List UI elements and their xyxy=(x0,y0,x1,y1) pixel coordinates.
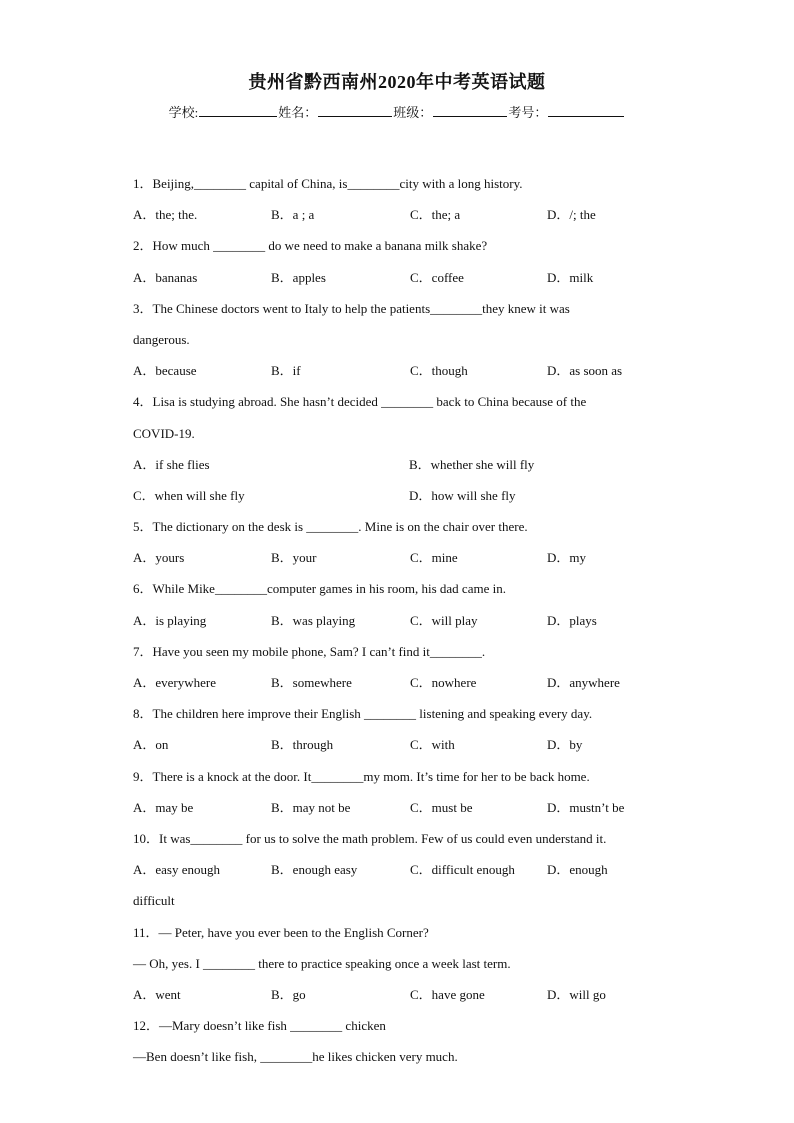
page-title: 贵州省黔西南州2020年中考英语试题 xyxy=(248,72,546,92)
question-3-stem: 3．The Chinese doctors went to Italy to help the patients________they knew it was xyxy=(133,300,570,316)
class-label: 班级： xyxy=(393,105,433,120)
question-4-stem-continued: COVID-19. xyxy=(133,425,195,441)
option-a: A．the; the. xyxy=(133,207,198,223)
question-10-options xyxy=(133,854,653,885)
option-c: C．must be xyxy=(410,799,473,815)
student-info-line xyxy=(0,102,794,121)
option-a: A．on xyxy=(133,737,169,753)
question-4-options-row-1 xyxy=(133,449,653,480)
question-4-stem: 4．Lisa is studying abroad. She hasn’t decided ________ back to China because of the xyxy=(133,394,587,410)
option-c: C．have gone xyxy=(410,986,485,1002)
option-c: C．with xyxy=(410,737,455,753)
option-b: B．through xyxy=(271,737,334,753)
question-5-options xyxy=(133,542,653,573)
school-label: 学校: xyxy=(168,105,199,120)
option-d: D．how will she fly xyxy=(409,487,516,503)
option-c: C．though xyxy=(410,363,468,379)
option-a: A．may be xyxy=(133,799,194,815)
option-b: B．whether she will fly xyxy=(409,456,535,472)
question-8-stem: 8．The children here improve their English ________ listening and speaking every day. xyxy=(133,706,593,722)
option-b: B．enough easy xyxy=(271,862,358,878)
option-c: C．difficult enough xyxy=(410,862,515,878)
question-2-stem: 2．How much ________ do we need to make a banana milk shake? xyxy=(133,238,488,254)
question-8-options xyxy=(133,729,653,760)
option-a: A．because xyxy=(133,363,197,379)
question-12-stem-line-2: —Ben doesn’t like fish, ________he likes chicken very much. xyxy=(133,1049,458,1065)
option-d: D．milk xyxy=(547,269,594,285)
option-d: D．by xyxy=(547,737,583,753)
question-list xyxy=(133,168,653,1072)
option-a: A．if she flies xyxy=(133,456,210,472)
option-d: D．my xyxy=(547,550,587,566)
option-b: B．may not be xyxy=(271,799,351,815)
question-7-options xyxy=(133,667,653,698)
question-7-stem: 7．Have you seen my mobile phone, Sam? I can’t find it________. xyxy=(133,643,486,659)
option-b: B．somewhere xyxy=(271,675,352,690)
option-c: C．nowhere xyxy=(410,675,477,690)
option-a: A．is playing xyxy=(133,612,207,628)
option-b: B．go xyxy=(271,986,306,1002)
option-c: C．coffee xyxy=(410,269,464,285)
question-11-stem-line-2: — Oh, yes. I ________ there to practice speaking once a week last term. xyxy=(133,955,511,971)
question-1-stem: 1．Beijing,________ capital of China, is________city with a long history. xyxy=(133,176,523,191)
option-a: A．went xyxy=(133,986,181,1002)
question-9-stem: 9．There is a knock at the door. It________my mom. It’s time for her to be back home. xyxy=(133,768,590,784)
question-6-stem: 6．While Mike________computer games in his room, his dad came in. xyxy=(133,581,506,597)
option-d: D．/; the xyxy=(547,207,596,223)
option-d: D．anywhere xyxy=(547,675,620,690)
option-b: B．your xyxy=(271,550,317,566)
option-c: C．mine xyxy=(410,550,458,566)
option-b: B．a ; a xyxy=(271,207,315,223)
option-d: D．enough xyxy=(547,862,608,878)
exam-number-label: 考号： xyxy=(508,105,548,120)
name-label: 姓名： xyxy=(278,105,318,120)
option-d: D．will go xyxy=(547,986,606,1002)
option-c: C．will play xyxy=(410,612,478,628)
option-b: B．was playing xyxy=(271,612,356,628)
question-10-stem: 10．It was________ for us to solve the math problem. Few of us could even understand it. xyxy=(133,830,607,846)
option-c: C．when will she fly xyxy=(133,487,245,503)
question-9-options xyxy=(133,792,653,823)
option-c: C．the; a xyxy=(410,207,461,223)
option-a: A．everywhere xyxy=(133,675,217,690)
question-3-options xyxy=(133,355,653,386)
question-12-stem: 12．—Mary doesn’t like fish ________ chicken xyxy=(133,1018,386,1034)
option-d: D．plays xyxy=(547,612,597,628)
option-d: D．mustn’t be xyxy=(547,799,625,815)
question-2-options xyxy=(133,262,653,293)
class-blank[interactable] xyxy=(433,104,507,117)
option-b: B．apples xyxy=(271,269,326,285)
question-11-options xyxy=(133,979,653,1010)
option-b: B．if xyxy=(271,363,301,379)
name-blank[interactable] xyxy=(318,104,392,117)
option-a: A．easy enough xyxy=(133,862,221,878)
option-d: D．as soon as xyxy=(547,363,623,379)
question-10-option-d-continued: difficult xyxy=(133,893,175,909)
option-a: A．bananas xyxy=(133,269,198,285)
question-6-options xyxy=(133,605,653,636)
question-4-options-row-2 xyxy=(133,480,653,511)
school-blank[interactable] xyxy=(199,104,277,117)
exam-number-blank[interactable] xyxy=(548,104,624,117)
question-1-options xyxy=(133,199,653,230)
question-5-stem: 5．The dictionary on the desk is ________. Mine is on the chair over there. xyxy=(133,519,528,535)
question-11-stem: 11．— Peter, have you ever been to the English Corner? xyxy=(133,924,429,940)
question-3-stem-continued: dangerous. xyxy=(133,331,190,347)
option-a: A．yours xyxy=(133,550,185,566)
